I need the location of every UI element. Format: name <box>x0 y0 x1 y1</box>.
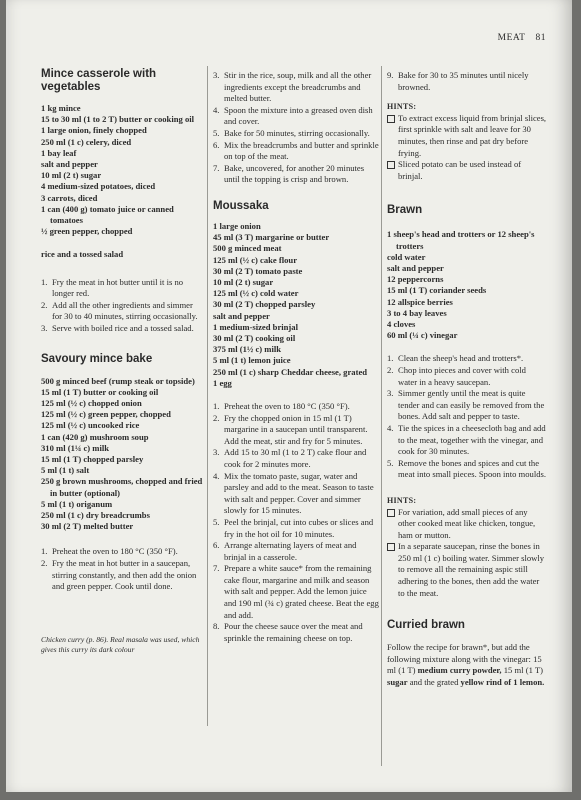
method-step: 6. Mix the breadcrumbs and butter and sprinkle on top of the meat. <box>213 139 379 162</box>
hint-item: To extract excess liquid from brinjal slices, first sprinkle with salt and leave for 30 minutes, then rinse and pat dry before frying. <box>387 113 547 159</box>
ingredient: 30 ml (2 T) cooking oil <box>213 332 296 343</box>
column-3 <box>387 70 547 689</box>
method-step: 6. Arrange alternating layers of meat and brinjal in a casserole. <box>213 540 357 562</box>
method-list <box>213 70 379 186</box>
ingredient: 125 ml (½ c) chopped onion <box>41 398 142 409</box>
ingredient: 500 g minced beef (rump steak or topside) <box>41 375 195 386</box>
method-step: 2. Fry the chopped onion in 15 ml (1 T) margarine in a saucepan until transparent. Add the meat, stir and fry for 5 minutes. <box>213 412 368 446</box>
ingredient-list <box>41 103 204 237</box>
ingredient: 1 sheep's head and trotters or 12 sheep's trotters <box>387 229 535 251</box>
ingredient: salt and pepper <box>213 310 270 321</box>
ingredient: 3 carrots, diced <box>41 192 98 203</box>
recipe-title-moussaka: Moussaka <box>213 199 269 212</box>
ingredient: 250 ml (1 c) sharp Cheddar cheese, grated <box>213 366 368 377</box>
ingredient: 10 ml (2 t) sugar <box>213 276 274 287</box>
column-divider <box>381 66 382 766</box>
method-step: 1. Preheat the oven to 180 °C (350 °F). <box>213 400 350 411</box>
ingredient: 125 ml (½ c) cold water <box>213 288 299 299</box>
ingredient: 250 ml (1 c) dry breadcrumbs <box>41 510 150 521</box>
ingredient: 1 bay leaf <box>41 147 77 158</box>
method-step: 3. Stir in the rice, soup, milk and all the other ingredients except the breadcrumbs and melted butter. <box>213 70 372 104</box>
method-list <box>387 70 547 93</box>
method-step: 7. Bake, uncovered, for another 20 minutes until the topping is crisp and brown. <box>213 162 365 185</box>
ingredient: 1 can (400 g) tomato juice or canned tomatoes <box>41 203 174 226</box>
hint-item: For variation, add small pieces of any other cooked meat like chicken, tongue, ham or mutton. <box>387 507 547 542</box>
ingredient: 15 ml (1 T) butter or cooking oil <box>41 386 159 397</box>
recipe-title-mince-casserole: Mince casserole with vegetables <box>41 68 157 93</box>
ingredient: ½ green pepper, chopped <box>41 226 133 237</box>
ingredient: 1 medium-sized brinjal <box>213 321 298 332</box>
ingredient: 4 medium-sized potatoes, diced <box>41 181 156 192</box>
method-step: 1. Preheat the oven to 180 °C (350 °F). <box>41 546 178 557</box>
method-step: 3. Add 15 to 30 ml (1 to 2 T) cake flour and cook for 2 minutes more. <box>213 447 367 469</box>
ingredient: 1 kg mince <box>41 103 81 113</box>
ingredient: 10 ml (2 t) sugar <box>41 170 102 181</box>
curried-brawn-text: Follow the recipe for brawn*, but add the following mixture along with the vinegar: 15 ml (1 T) medium curry powder, 15 ml (1 T) sugar and the grated yellow rind of 1 lemon. <box>387 642 545 688</box>
method-list <box>41 277 204 335</box>
ingredient: 45 ml (3 T) margarine or butter <box>213 232 330 243</box>
method-step: 2. Chop into pieces and cover with cold water in a heavy saucepan. <box>387 364 526 387</box>
column-2 <box>213 70 379 644</box>
method-step: 2. Fry the meat in hot butter in a saucepan, stirring constantly, and then add the onion and green pepper. Cook until done. <box>41 558 197 592</box>
method-step: 1. Fry the meat in hot butter until it is no longer red. <box>41 276 184 299</box>
hint-item: Sliced potato can be used instead of brinjal. <box>387 159 547 182</box>
ingredient-list <box>387 229 547 341</box>
serve-with: rice and a tossed salad <box>41 249 124 260</box>
ingredient: 15 ml (1 T) chopped parsley <box>41 454 144 465</box>
checkbox-icon <box>387 509 395 517</box>
recipe-title-brawn: Brawn <box>387 204 423 217</box>
method-list <box>213 401 379 644</box>
ingredient: 310 ml (1¼ c) milk <box>41 442 110 453</box>
ingredient: 5 ml (1 t) salt <box>41 465 90 476</box>
ingredient: 15 to 30 ml (1 to 2 T) butter or cooking oil <box>41 114 195 125</box>
ingredient: 250 ml (1 c) celery, diced <box>41 136 132 147</box>
ingredient: 500 g minced meat <box>213 243 282 254</box>
ingredient: 15 ml (1 T) coriander seeds <box>387 285 487 296</box>
ingredient: 3 to 4 bay leaves <box>387 307 447 318</box>
ingredient: 5 ml (1 t) origanum <box>41 498 113 509</box>
ingredient: 30 ml (2 T) tomato paste <box>213 265 303 276</box>
method-step: 5. Bake for 50 minutes, stirring occasionally. <box>213 127 370 138</box>
ingredient: 1 can (420 g) mushroom soup <box>41 431 149 442</box>
ingredient: 125 ml (½ c) green pepper, chopped <box>41 409 171 420</box>
recipe-title-curried-brawn: Curried brawn <box>387 619 465 632</box>
method-list <box>41 546 204 592</box>
hints-heading: HINTS: <box>387 102 417 112</box>
method-step: 1. Clean the sheep's head and trotters*. <box>387 353 524 364</box>
page-number: 81 <box>535 33 546 43</box>
photo-caption: Chicken curry (p. 86). Real masala was used, which gives this curry its dark colour <box>41 634 200 655</box>
column-1 <box>41 68 204 663</box>
ingredient: 1 large onion <box>213 220 261 231</box>
ingredient: 1 large onion, finely chopped <box>41 125 147 136</box>
ingredient: 12 peppercorns <box>387 274 444 285</box>
method-step: 5. Peel the brinjal, cut into cubes or slices and fry in the hot oil for 10 minutes. <box>213 516 374 539</box>
ingredient: salt and pepper <box>387 262 444 273</box>
ingredient-list <box>213 221 379 389</box>
ingredient: 5 ml (1 t) lemon juice <box>213 355 291 366</box>
method-list <box>387 353 547 481</box>
method-step: 5. Remove the bones and spices and cut the meat into small pieces. Spoon into moulds. <box>387 457 546 480</box>
method-step: 4. Tie the spices in a cheesecloth bag and add to the meat, together with the vinegar, and cook for 30 minutes. <box>387 422 546 457</box>
method-step: 3. Serve with boiled rice and a tossed salad. <box>41 323 194 334</box>
ingredient: salt and pepper <box>41 159 98 170</box>
section-title: MEAT <box>497 33 526 43</box>
ingredient: 4 cloves <box>387 318 416 329</box>
ingredient-list <box>41 376 204 533</box>
checkbox-icon <box>387 543 395 551</box>
method-step: 4. Mix the tomato paste, sugar, water and parsley and add to the meat. Season to taste with salt and pepper. Cover and simmer slowly for 15 minutes. <box>213 470 374 516</box>
method-step: 8. Pour the cheese sauce over the meat and sprinkle the remaining cheese on top. <box>213 621 363 643</box>
hints-heading: HINTS: <box>387 495 417 505</box>
method-step: 4. Spoon the mixture into a greased oven dish and cover. <box>213 104 373 127</box>
ingredient: 1 egg <box>213 377 232 388</box>
checkbox-icon <box>387 115 395 123</box>
checkbox-icon <box>387 161 395 169</box>
cookbook-page <box>6 0 572 792</box>
hint-item: In a separate saucepan, rinse the bones in 250 ml (1 c) boiling water. Simmer slowly to remove all the remaining aspic still adhering to the bones, then add the water to the meat. <box>387 541 547 599</box>
ingredient: 60 ml (¼ c) vinegar <box>387 330 458 341</box>
ingredient: cold water <box>387 251 426 262</box>
running-header <box>488 33 546 43</box>
ingredient: 375 ml (1½ c) milk <box>213 344 282 355</box>
recipe-title-savoury-mince-bake: Savoury mince bake <box>41 352 153 365</box>
method-step: 7. Prepare a white sauce* from the remaining cake flour, margarine and milk and season with salt and pepper. Add the lemon juice and 190 ml (¾ c) grated cheese. Beat the egg and add. <box>213 563 379 620</box>
ingredient: 30 ml (2 T) chopped parsley <box>213 299 316 310</box>
method-step: 3. Simmer gently until the meat is quite tender and can easily be removed from the bones. Add salt and pepper to taste. <box>387 388 545 422</box>
method-step: 2. Add all the other ingredients and simmer for 30 to 40 minutes, stirring occasionally. <box>41 299 198 322</box>
ingredient: 12 allspice berries <box>387 296 453 307</box>
ingredient: 250 g brown mushrooms, chopped and fried in butter (optional) <box>41 476 203 498</box>
ingredient: 125 ml (½ c) uncooked rice <box>41 420 140 431</box>
method-step: 9. Bake for 30 to 35 minutes until nicely browned. <box>387 70 529 92</box>
ingredient: 30 ml (2 T) melted butter <box>41 521 134 532</box>
column-divider <box>207 66 208 726</box>
ingredient: 125 ml (½ c) cake flour <box>213 254 298 265</box>
